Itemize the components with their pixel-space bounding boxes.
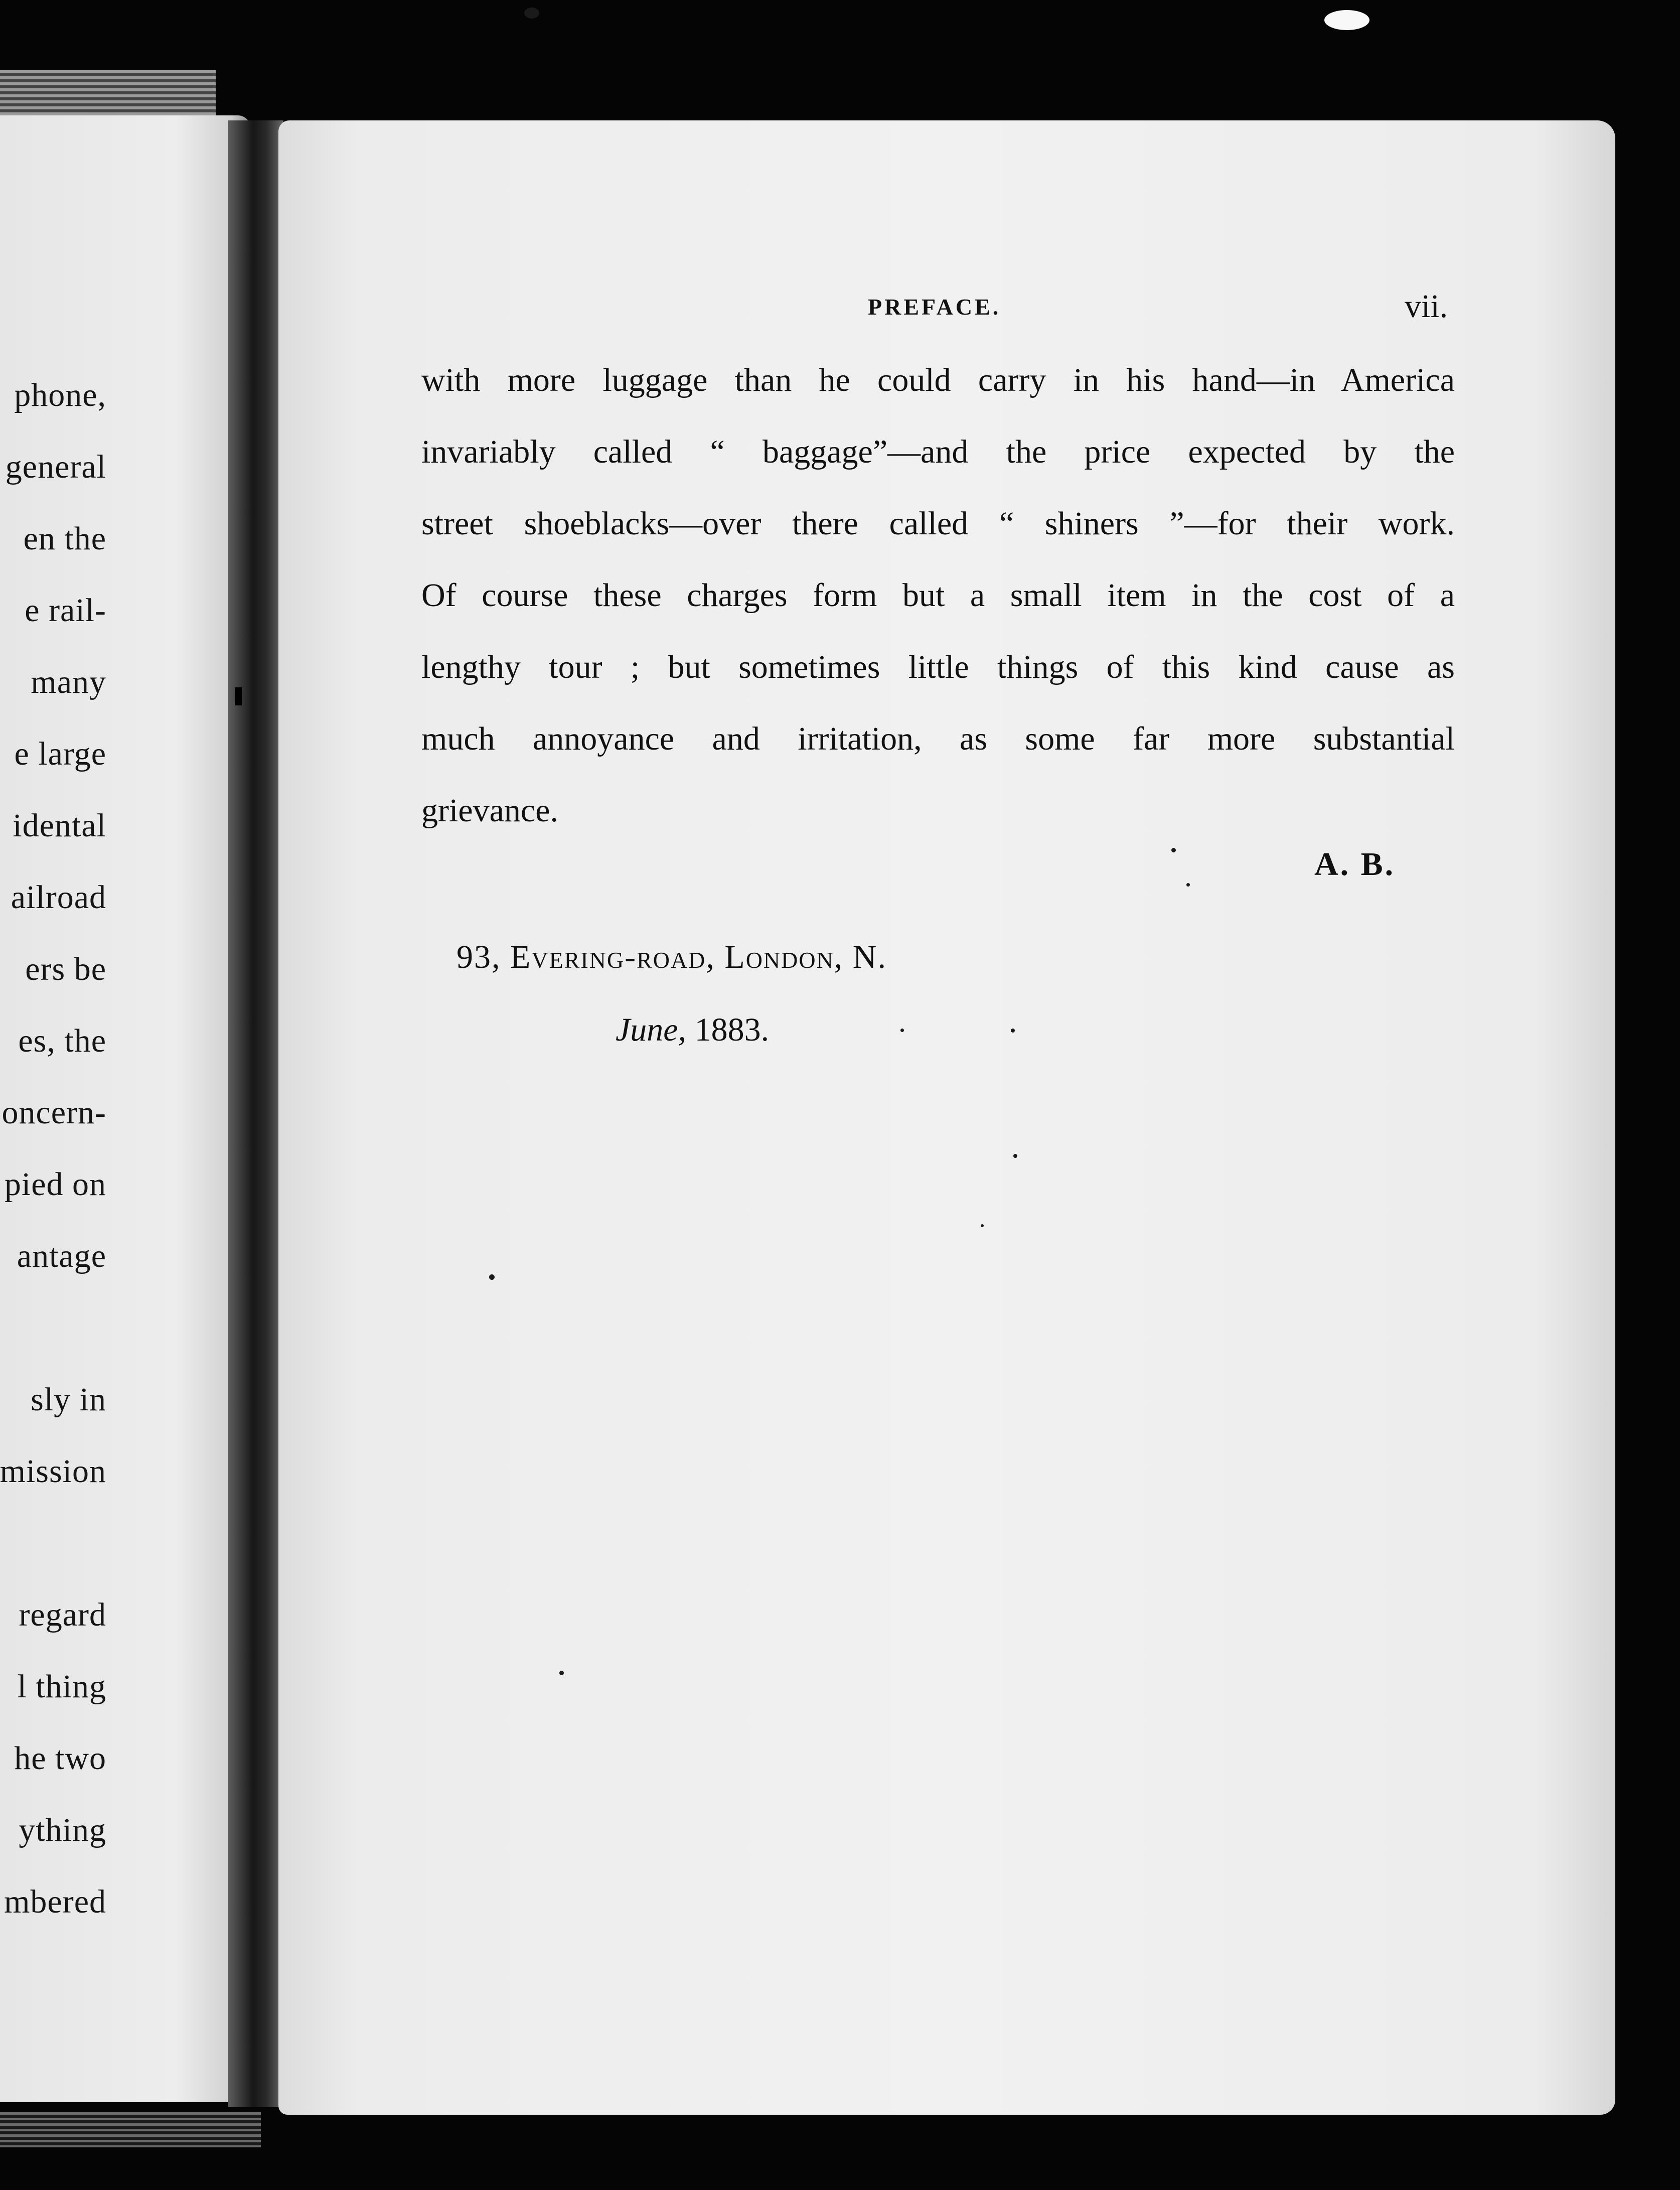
scan-speck: [900, 1029, 904, 1032]
text-line: Of course these charges form but a small item in the cost of a: [421, 577, 1455, 614]
address: 93, Evering-road, London, N.: [456, 939, 887, 975]
left-line: phone,: [14, 377, 106, 413]
scan-speck: [559, 1671, 564, 1675]
text-line: street shoeblacks—over there called “ shiners ”—for their work.: [421, 505, 1455, 542]
left-line: antage: [17, 1238, 106, 1274]
scan-speck: [981, 1224, 984, 1227]
date: [616, 1011, 769, 1049]
date-year: 1883.: [694, 1011, 770, 1048]
text-line: grievance.: [421, 792, 558, 829]
left-line: e large: [14, 736, 106, 772]
text-line: with more luggage than he could carry in his hand—in America: [421, 362, 1455, 398]
left-line: ers be: [25, 951, 106, 987]
left-page-top-edges: [0, 70, 216, 115]
date-month: June,: [616, 1011, 687, 1048]
running-head: PREFACE.: [868, 294, 1001, 320]
text-line: lengthy tour ; but sometimes little things of this kind cause as: [421, 649, 1455, 685]
text-line: much annoyance and irritation, as some far more substantial: [421, 720, 1455, 757]
binding-mark: [235, 687, 242, 705]
left-page-bottom-edges: [0, 2112, 261, 2147]
left-line: l thing: [17, 1668, 106, 1705]
left-line: oncern-: [2, 1094, 106, 1131]
left-line: ything: [19, 1812, 106, 1848]
scan-speck: [1324, 10, 1369, 30]
left-facing-page: [0, 115, 251, 2102]
page-number: vii.: [1405, 288, 1448, 325]
scan-speck: [489, 1274, 495, 1280]
preface-text: [421, 361, 1455, 863]
page-header: [278, 288, 1615, 334]
scan-speck: [524, 8, 539, 19]
left-line: regard: [19, 1596, 106, 1633]
left-line: many: [31, 664, 106, 700]
left-line: sly in: [31, 1381, 106, 1418]
left-line: mbered: [4, 1883, 106, 1920]
left-line: en the: [23, 520, 106, 557]
left-line: ailroad: [11, 879, 106, 916]
text-line: invariably called “ baggage”—and the price expected by the: [421, 433, 1455, 470]
book-gutter: [228, 120, 283, 2107]
scan-speck: [1171, 848, 1176, 852]
scan-speck: [1013, 1154, 1017, 1158]
left-line: idental: [13, 807, 106, 844]
right-page: [278, 120, 1615, 2115]
left-line: general: [5, 449, 106, 485]
left-line: pied on: [4, 1166, 106, 1203]
author-initials: A. B.: [1314, 846, 1396, 883]
left-line: he two: [14, 1740, 106, 1777]
left-line: e rail-: [25, 592, 106, 629]
scan-speck: [1186, 883, 1190, 887]
left-line: mission: [0, 1453, 106, 1490]
scan-speck: [1011, 1029, 1015, 1033]
left-line: es, the: [18, 1023, 106, 1059]
